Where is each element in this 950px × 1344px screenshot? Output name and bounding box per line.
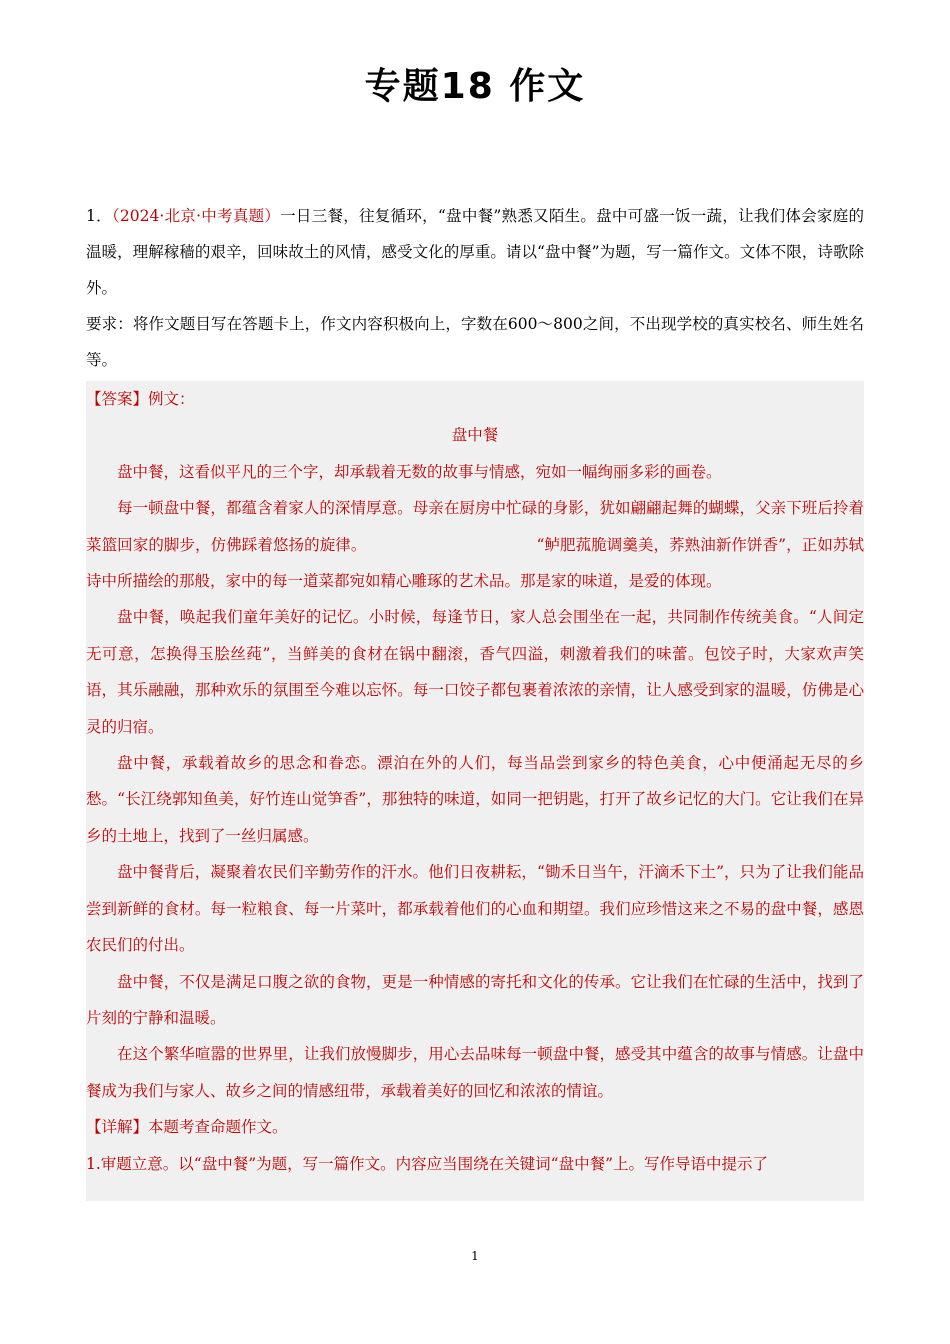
essay-paragraph-part: “鲈肥菰脆调羹美，荞熟油新作饼香”，正如苏轼诗中所描绘的那般，家中的每一道菜都宛如精心雕琢的艺术品。那是家的味道，是爱的体现。 <box>86 535 864 591</box>
detail-label: 【详解】本题考查命题作文。 <box>86 1118 288 1137</box>
question-block <box>86 198 864 378</box>
page-number: 1 <box>471 1249 479 1263</box>
essay-paragraph: 盘中餐，承载着故乡的思念和眷恋。漂泊在外的人们，每当品尝到家乡的特色美食，心中便涌起无尽的乡愁。“长江绕郭知鱼美，好竹连山觉笋香”，那独特的味道，如同一把钥匙，打开了故乡记忆的大门。它让我们在异乡的土地上，找到了一丝归属感。 <box>86 754 864 845</box>
question-number: 1． <box>86 207 112 225</box>
essay-paragraph: 盘中餐，这看似平凡的三个字，却承载着无数的故事与情感，宛如一幅绚丽多彩的画卷。 <box>117 462 722 481</box>
page-title: 专题18 作文 <box>364 66 586 107</box>
essay-paragraph: 盘中餐，唤起我们童年美好的记忆。小时候，每逢节日，家人总会围坐在一起，共同制作传统美食。“人间定无可意，怎换得玉脍丝莼”，当鲜美的食材在锅中翻滚，香气四溢，刺激着我们的味蕾。包饺子时，大家欢声笑语，其乐融融，那种欢乐的氛围至今难以忘怀。每一口饺子都包裹着浓浓的亲情，让人感受到家的温暖，仿佛是心灵的归宿。 <box>86 608 864 736</box>
essay-paragraph <box>86 490 864 599</box>
question-requirement: 要求：将作文题目写在答题卡上，作文内容积极向上，字数在600～800之间，不出现学校的真实校名、师生姓名等。 <box>86 315 864 369</box>
essay-title: 盘中餐 <box>451 426 499 445</box>
essay-paragraph: 盘中餐背后，凝聚着农民们辛勤劳作的汗水。他们日夜耕耘，“锄禾日当午，汗滴禾下土”，只为了让我们能品尝到新鲜的食材。每一粒粮食、每一片菜叶，都承载着他们的心血和期望。我们应珍惜这来之不易的盘中餐，感恩农民们的付出。 <box>86 863 864 955</box>
question-prompt <box>86 198 864 306</box>
answer-section <box>86 381 864 1201</box>
detail-point: 1.审题立意。以“盘中餐”为题，写一篇作文。内容应当围绕在关键词“盘中餐”上。写作导语中提示了 <box>86 1154 768 1173</box>
question-source: （2024·北京·中考真题） <box>111 207 281 225</box>
question-text: 一日三餐，往复循环，“盘中餐”熟悉又陌生。盘中可盛一饭一蔬，让我们体会家庭的温暖，理解稼穑的艰辛，回味故土的风情，感受文化的厚重。请以“盘中餐”为题，写一篇作文。文体不限，诗歌除外。 <box>86 207 864 297</box>
essay-paragraph: 盘中餐，不仅是满足口腹之欲的食物，更是一种情感的寄托和文化的传承。它让我们在忙碌的生活中，找到了片刻的宁静和温暖。 <box>86 972 864 1027</box>
essay-paragraph: 在这个繁华喧嚣的世界里，让我们放慢脚步，用心去品味每一顿盘中餐，感受其中蕴含的故事与情感。让盘中餐成为我们与家人、故乡之间的情感纽带，承载着美好的回忆和浓浓的情谊。 <box>86 1045 864 1100</box>
essay-paragraph-part: 每一顿盘中餐，都蕴含着家人的深情厚意。母亲在厨房中忙碌的身影，犹如翩翩起舞的蝴蝶，父亲下班后拎着菜篮回家的脚步，仿佛踩着悠扬的旋律。 <box>86 499 864 554</box>
answer-label: 【答案】例文： <box>86 390 195 408</box>
